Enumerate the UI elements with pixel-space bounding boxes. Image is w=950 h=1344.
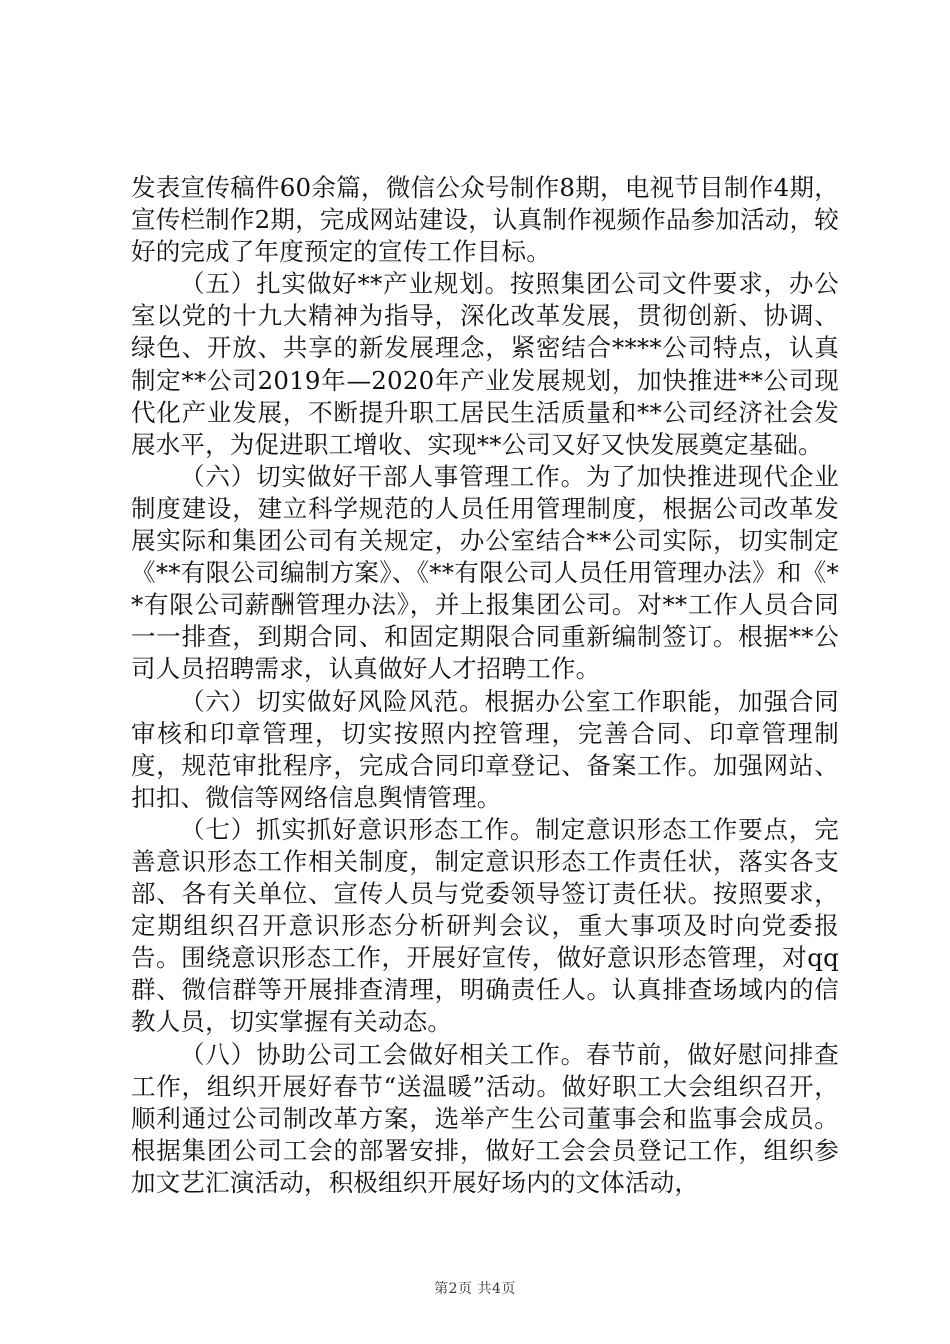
- document-body: [131, 172, 839, 1199]
- paragraph-industry-planning: （五）扎实做好**产业规划。按照集团公司文件要求，办公室以党的十九大精神为指导，深化改革发展，贯彻创新、协调、绿色、开放、共享的新发展理念，紧密结合****公司特点，认真制定**公司2019年—2020年产业发展规划，加快推进**公司现代化产业发展，不断提升职工居民生活质量和**公司经济社会发展水平，为促进职工增收、实现**公司又好又快发展奠定基础。: [131, 269, 839, 459]
- page-number-footer: 第2页 共4页: [434, 1281, 516, 1297]
- paragraph-risk-prevention: （六）切实做好风险风范。根据办公室工作职能，加强合同审核和印章管理，切实按照内控管理，完善合同、印章管理制度，规范审批程序，完成合同印章登记、备案工作。加强网站、扣扣、微信等网络信息舆情管理。: [131, 686, 839, 812]
- paragraph-personnel-management: （六）切实做好干部人事管理工作。为了加快推进现代企业制度建设，建立科学规范的人员任用管理制度，根据公司改革发展实际和集团公司有关规定，办公室结合**公司实际，切实制定《**有限公司编制方案》、《**有限公司人员任用管理办法》和《**有限公司薪酬管理办法》，并上报集团公司。对**工作人员合同一一排查，到期合同、和固定期限合同重新编制签订。根据**公司人员招聘需求，认真做好人才招聘工作。: [131, 461, 839, 684]
- paragraph-union-work: （八）协助公司工会做好相关工作。春节前，做好慰问排查工作，组织开展好春节“送温暖”活动。做好职工大会组织召开，顺利通过公司制改革方案，选举产生公司董事会和监事会成员。根据集团公司工会的部署安排，做好工会会员登记工作，组织参加文艺汇演活动，积极组织开展好场内的文体活动，: [131, 1039, 839, 1197]
- paragraph-publicity-summary: 发表宣传稿件60余篇，微信公众号制作8期，电视节目制作4期，宣传栏制作2期，完成网站建设，认真制作视频作品参加活动，较好的完成了年度预定的宣传工作目标。: [131, 173, 839, 267]
- paragraph-ideology-work: （七）抓实抓好意识形态工作。制定意识形态工作要点，完善意识形态工作相关制度，制定意识形态工作责任状，落实各支部、各有关单位、宣传人员与党委领导签订责任状。按照要求，定期组织召开意识形态分析研判会议，重大事项及时向党委报告。围绕意识形态工作，开展好宣传，做好意识形态管理，对qq群、微信群等开展排查清理，明确责任人。认真排查场域内的信教人员，切实掌握有关动态。: [131, 814, 839, 1037]
